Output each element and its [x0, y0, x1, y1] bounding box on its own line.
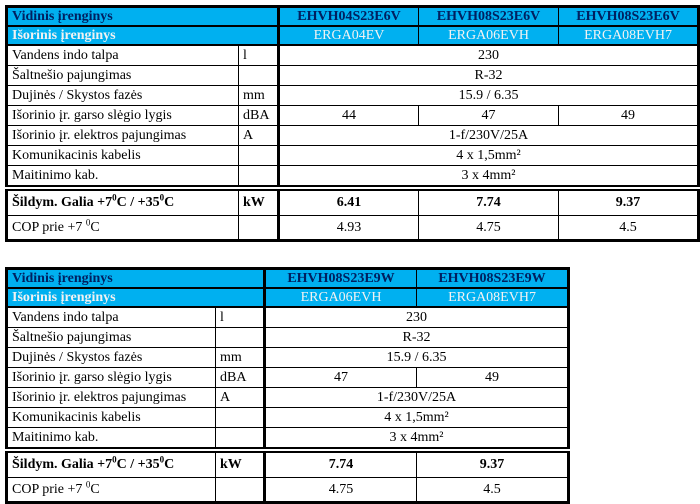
outdoor-model-1: ERGA04EV — [279, 26, 419, 45]
indoor-model-3: EHVH08S23E6V — [559, 7, 699, 27]
sound-value-2: 47 — [419, 106, 559, 126]
heating-capacity-label: Šildym. Galia $+7^0C / +35^0C$ — [7, 450, 216, 478]
table1-outdoor-unit-row — [7, 26, 699, 45]
heating-value-2: 9.37 — [417, 450, 569, 478]
comm-cable-label: Komunikacinis kabelis — [7, 408, 216, 428]
water-tank-unit: l — [216, 307, 265, 328]
indoor-model-1: EHVH04S23E6V — [279, 7, 419, 27]
sound-value-1: 44 — [279, 106, 419, 126]
cop-label: COP prie +7 $^0$C — [7, 478, 216, 503]
sound-label: Išorinio įr. garso slėgio lygis — [7, 106, 239, 126]
cop-value-3: 4.5 — [559, 216, 699, 241]
table2-water-tank-row — [7, 307, 569, 328]
power-cable-unit — [216, 428, 265, 451]
table2-outdoor-unit-row — [7, 288, 569, 307]
sound-value-1: 47 — [265, 368, 417, 388]
gas-liquid-value: 15.9 / 6.35 — [265, 348, 569, 368]
table1-gas-liquid-row — [7, 86, 699, 106]
cop-value-1: 4.93 — [279, 216, 419, 241]
heating-capacity-unit: kW — [216, 450, 265, 478]
table2-electric-row — [7, 388, 569, 408]
refrigerant-value: R-32 — [265, 328, 569, 348]
table1-power-cable-row — [7, 166, 699, 189]
refrigerant-value: R-32 — [279, 66, 699, 86]
table2-gas-liquid-row — [7, 348, 569, 368]
indoor-unit-label: Vidinis įrenginys — [7, 7, 279, 27]
heating-value-2: 7.74 — [419, 188, 559, 216]
table1-indoor-unit-row — [7, 7, 699, 27]
outdoor-model-1: ERGA06EVH — [265, 288, 417, 307]
comm-cable-label: Komunikacinis kabelis — [7, 146, 239, 166]
heating-value-3: 9.37 — [559, 188, 699, 216]
outdoor-model-2: ERGA08EVH7 — [417, 288, 569, 307]
heating-value-1: 6.41 — [279, 188, 419, 216]
table1-comm-cable-row — [7, 146, 699, 166]
heating-capacity-label: Šildym. Galia $+7^0C / +35^0C$ — [7, 188, 239, 216]
spec-table-1 — [5, 5, 700, 242]
table2-comm-cable-row — [7, 408, 569, 428]
indoor-model-2: EHVH08S23E6V — [419, 7, 559, 27]
refrigerant-unit — [216, 328, 265, 348]
table2-refrigerant-row — [7, 328, 569, 348]
sound-label: Išorinio įr. garso slėgio lygis — [7, 368, 216, 388]
electric-unit: A — [216, 388, 265, 408]
spec-table-2 — [5, 267, 570, 504]
table2-indoor-unit-row — [7, 269, 569, 289]
outdoor-model-2: ERGA06EVH — [419, 26, 559, 45]
power-cable-label: Maitinimo kab. — [7, 166, 239, 189]
power-cable-label: Maitinimo kab. — [7, 428, 216, 451]
electric-value: 1-f/230V/25A — [279, 126, 699, 146]
water-tank-value: 230 — [265, 307, 569, 328]
electric-value: 1-f/230V/25A — [265, 388, 569, 408]
outdoor-unit-label: Išorinis įrenginys — [7, 288, 265, 307]
comm-cable-unit — [239, 146, 279, 166]
outdoor-unit-label: Išorinis įrenginys — [7, 26, 279, 45]
cop-value-2: 4.5 — [417, 478, 569, 503]
gas-liquid-label: Dujinės / Skystos fazės — [7, 86, 239, 106]
table2-power-cable-row — [7, 428, 569, 451]
cop-unit — [239, 216, 279, 241]
cop-label: COP prie +7 $^0$C — [7, 216, 239, 241]
table1-cop-row — [7, 216, 699, 241]
power-cable-unit — [239, 166, 279, 189]
sound-unit: dBA — [239, 106, 279, 126]
refrigerant-unit — [239, 66, 279, 86]
gas-liquid-label: Dujinės / Skystos fazės — [7, 348, 216, 368]
table1-heating-capacity-row — [7, 188, 699, 216]
table1-electric-row — [7, 126, 699, 146]
electric-label: Išorinio įr. elektros pajungimas — [7, 388, 216, 408]
sound-value-3: 49 — [559, 106, 699, 126]
table2-cop-row — [7, 478, 569, 503]
gas-liquid-value: 15.9 / 6.35 — [279, 86, 699, 106]
water-tank-value: 230 — [279, 45, 699, 66]
refrigerant-label: Šaltnešio pajungimas — [7, 328, 216, 348]
table2-heating-capacity-row — [7, 450, 569, 478]
electric-label: Išorinio įr. elektros pajungimas — [7, 126, 239, 146]
water-tank-label: Vandens indo talpa — [7, 307, 216, 328]
comm-cable-unit — [216, 408, 265, 428]
water-tank-unit: l — [239, 45, 279, 66]
refrigerant-label: Šaltnešio pajungimas — [7, 66, 239, 86]
heating-value-1: 7.74 — [265, 450, 417, 478]
power-cable-value: 3 x 4mm² — [279, 166, 699, 189]
outdoor-model-3: ERGA08EVH7 — [559, 26, 699, 45]
gas-liquid-unit: mm — [239, 86, 279, 106]
indoor-model-2: EHVH08S23E9W — [417, 269, 569, 289]
heating-capacity-unit: kW — [239, 188, 279, 216]
power-cable-value: 3 x 4mm² — [265, 428, 569, 451]
sound-value-2: 49 — [417, 368, 569, 388]
sound-unit: dBA — [216, 368, 265, 388]
table1-refrigerant-row — [7, 66, 699, 86]
cop-value-2: 4.75 — [419, 216, 559, 241]
gas-liquid-unit: mm — [216, 348, 265, 368]
water-tank-label: Vandens indo talpa — [7, 45, 239, 66]
cop-unit — [216, 478, 265, 503]
indoor-model-1: EHVH08S23E9W — [265, 269, 417, 289]
cop-value-1: 4.75 — [265, 478, 417, 503]
table2-sound-row — [7, 368, 569, 388]
table1-sound-row — [7, 106, 699, 126]
comm-cable-value: 4 x 1,5mm² — [265, 408, 569, 428]
electric-unit: A — [239, 126, 279, 146]
indoor-unit-label: Vidinis įrenginys — [7, 269, 265, 289]
comm-cable-value: 4 x 1,5mm² — [279, 146, 699, 166]
table1-water-tank-row — [7, 45, 699, 66]
